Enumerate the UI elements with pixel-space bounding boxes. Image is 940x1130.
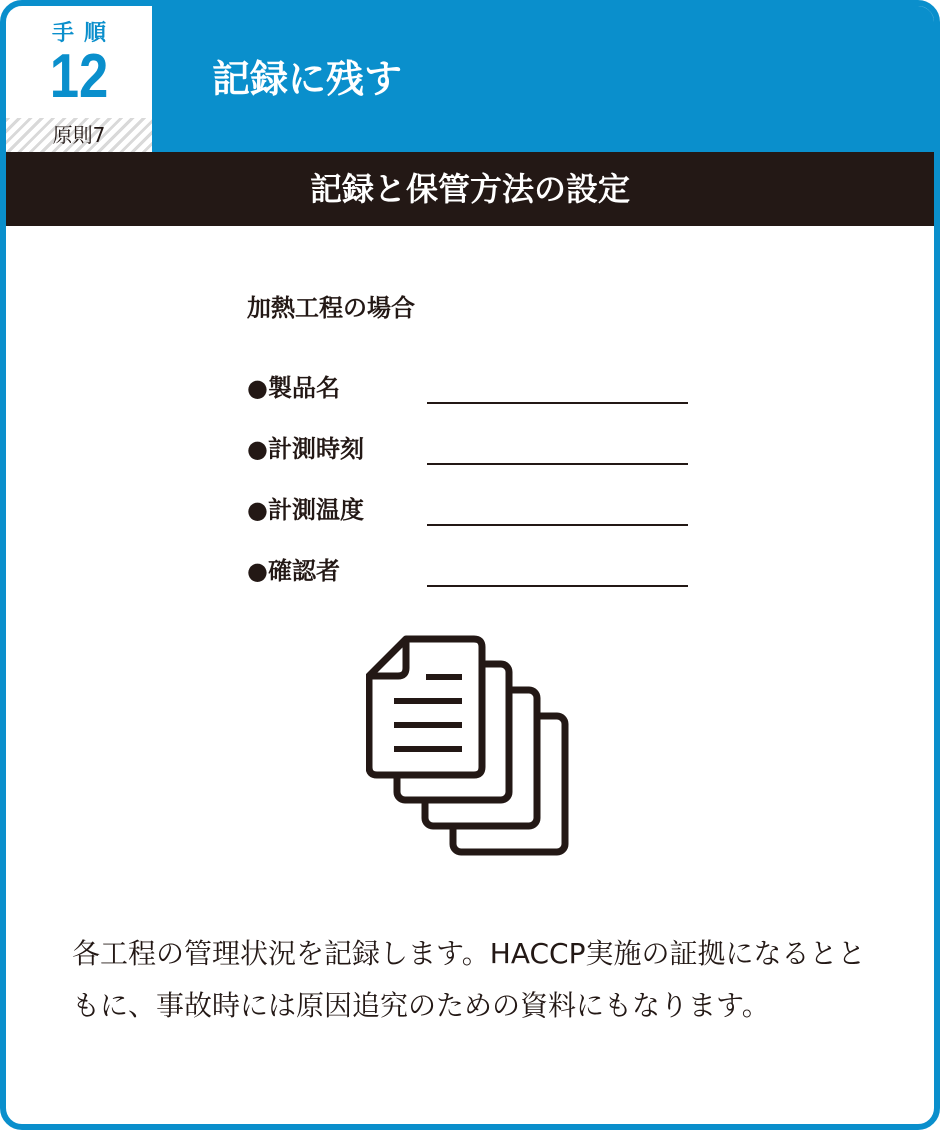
field-label: ●製品名 (247, 374, 340, 402)
blank-line (427, 463, 688, 465)
blank-line (427, 524, 688, 526)
form-row-product-name (247, 368, 707, 408)
step-badge (6, 6, 152, 152)
section-bar (6, 152, 934, 226)
principle-tag (6, 118, 152, 152)
form-title: 加熱工程の場合 (247, 294, 415, 322)
form-row-confirmer (247, 551, 707, 591)
principle-label: 原則7 (52, 123, 106, 147)
blank-line (427, 585, 688, 587)
step-label: 手順 (51, 21, 116, 46)
field-label: ●確認者 (247, 557, 340, 585)
field-label: ●計測温度 (247, 496, 364, 524)
header-banner (6, 6, 934, 152)
description-text: 各工程の管理状況を記録します。HACCP実施の証拠になるとともに、事故時には原因追究のための資料にもなります。 (72, 937, 866, 1022)
form-row-measure-time (247, 429, 707, 469)
step-number: 12 (49, 42, 109, 111)
stacked-documents-icon (366, 634, 576, 864)
page-title: 記録に残す (212, 57, 403, 101)
section-title: 記録と保管方法の設定 (309, 170, 630, 208)
blank-line (427, 402, 688, 404)
field-label: ●計測時刻 (247, 435, 364, 463)
form-row-measure-temperature (247, 490, 707, 530)
